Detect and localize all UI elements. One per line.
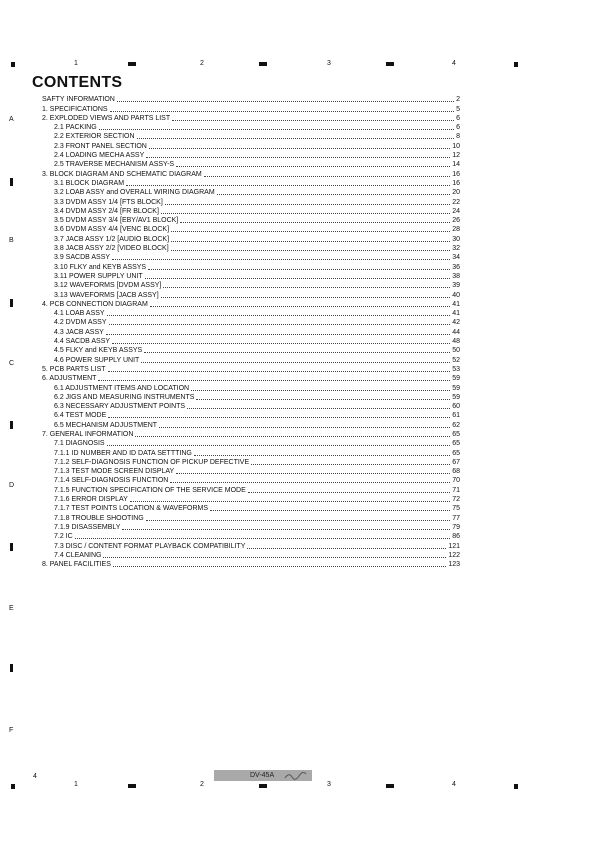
toc-entry <box>42 532 460 541</box>
toc-entry <box>42 309 460 318</box>
toc-entry-label: 7.1.8 TROUBLE SHOOTING <box>54 514 144 522</box>
toc-entry-page: 65 <box>452 430 460 438</box>
toc-entry-label: 4.3 JACB ASSY <box>54 328 104 336</box>
toc-entry-page: 62 <box>452 421 460 429</box>
dot-leader <box>194 455 450 456</box>
model-label <box>214 770 312 781</box>
toc-entry-label: 2.1 PACKING <box>54 124 97 132</box>
toc-entry-label: 3.4 DVDM ASSY 2/4 [FR BLOCK] <box>54 207 159 215</box>
dot-leader <box>108 371 451 372</box>
dot-leader <box>117 101 454 102</box>
toc-entry-label: 8. PANEL FACILITIES <box>42 561 111 569</box>
toc-entry-page: 16 <box>452 179 460 187</box>
dot-leader <box>145 278 451 279</box>
toc-entry-label: 2.5 TRAVERSE MECHANISM ASSY-S <box>54 161 175 169</box>
toc-entry-page: 59 <box>452 384 460 392</box>
column-number: 2 <box>200 781 204 788</box>
dot-leader <box>247 548 446 549</box>
dot-leader <box>163 287 450 288</box>
toc-entry <box>42 439 460 448</box>
column-number: 4 <box>452 60 456 67</box>
page-number: 4 <box>33 773 37 780</box>
dot-leader <box>137 138 455 139</box>
toc-entry-label: 7.3 DISC / CONTENT FORMAT PLAYBACK COMPATIBILITY <box>54 542 246 550</box>
dot-leader <box>165 204 450 205</box>
toc-entry <box>42 244 460 253</box>
dot-leader <box>109 324 451 325</box>
toc-entry <box>42 141 460 150</box>
dot-leader <box>210 510 450 511</box>
toc-entry <box>42 160 460 169</box>
toc-entry <box>42 485 460 494</box>
toc-entry-label: 3.13 WAVEFORMS [JACB ASSY] <box>54 291 159 299</box>
toc-entry-label: 4. PCB CONNECTION DIAGRAM <box>42 300 148 308</box>
dot-leader <box>248 492 450 493</box>
toc-entry <box>42 551 460 560</box>
toc-entry <box>42 281 460 290</box>
toc-entry-label: 7.1.3 TEST MODE SCREEN DISPLAY <box>54 468 175 476</box>
toc-entry-label: 7.1 DIAGNOSIS <box>54 440 105 448</box>
toc-entry-label: 4.4 SACDB ASSY <box>54 338 111 346</box>
toc-entry-page: 10 <box>452 142 460 150</box>
toc-entry-label: 4.2 DVDM ASSY <box>54 319 107 327</box>
toc-entry-label: 3.7 JACB ASSY 1/2 [AUDIO BLOCK] <box>54 235 170 243</box>
table-of-contents <box>42 95 460 569</box>
toc-entry-page: 59 <box>452 393 460 401</box>
toc-entry-page: 12 <box>452 152 460 160</box>
toc-entry <box>42 430 460 439</box>
dot-leader <box>144 352 450 353</box>
row-letter: D <box>9 482 15 489</box>
model-name: DV-45A <box>250 772 275 779</box>
toc-entry-page: 20 <box>452 189 460 197</box>
toc-entry <box>42 262 460 271</box>
toc-entry-page: 59 <box>452 375 460 383</box>
toc-entry-label: 7.1.4 SELF-DIAGNOSIS FUNCTION <box>54 477 169 485</box>
dot-leader <box>171 250 451 251</box>
dot-leader <box>180 222 450 223</box>
toc-entry <box>42 114 460 123</box>
toc-entry-page: 2 <box>456 96 460 104</box>
toc-entry-page: 72 <box>452 496 460 504</box>
toc-entry-label: 6.2 JIGS AND MEASURING INSTRUMENTS <box>54 393 195 401</box>
page-title: CONTENTS <box>32 74 123 91</box>
toc-entry-page: 50 <box>452 347 460 355</box>
toc-entry-label: 5. PCB PARTS LIST <box>42 365 106 373</box>
dot-leader <box>187 408 450 409</box>
toc-entry <box>42 337 460 346</box>
registration-mark <box>386 784 394 788</box>
toc-entry <box>42 225 460 234</box>
toc-entry-label: 3.12 WAVEFORMS [DVDM ASSY] <box>54 282 162 290</box>
toc-entry <box>42 383 460 392</box>
logo-scribble-icon <box>284 772 308 780</box>
toc-entry <box>42 300 460 309</box>
toc-entry-page: 44 <box>452 328 460 336</box>
toc-entry <box>42 476 460 485</box>
dot-leader <box>146 520 450 521</box>
toc-entry <box>42 541 460 550</box>
toc-entry-label: 7.1.6 ERROR DISPLAY <box>54 496 128 504</box>
toc-entry-page: 48 <box>452 338 460 346</box>
toc-entry-page: 34 <box>452 254 460 262</box>
row-letter: B <box>9 237 14 244</box>
registration-mark <box>10 421 13 429</box>
dot-leader <box>75 538 451 539</box>
dot-leader <box>172 120 454 121</box>
column-number: 1 <box>74 781 78 788</box>
dot-leader <box>122 529 450 530</box>
registration-mark <box>128 62 136 66</box>
toc-entry-page: 8 <box>456 133 460 141</box>
dot-leader <box>217 194 451 195</box>
registration-mark <box>514 784 518 789</box>
dot-leader <box>150 306 450 307</box>
toc-entry-label: 3.9 SACDB ASSY <box>54 254 111 262</box>
column-number: 1 <box>74 60 78 67</box>
dot-leader <box>159 427 450 428</box>
toc-entry <box>42 365 460 374</box>
toc-entry-label: 3.5 DVDM ASSY 3/4 [EBY/AV1 BLOCK] <box>54 217 179 225</box>
toc-entry <box>42 169 460 178</box>
toc-entry-page: 41 <box>452 300 460 308</box>
toc-entry <box>42 290 460 299</box>
toc-entry <box>42 355 460 364</box>
toc-entry-page: 53 <box>452 365 460 373</box>
dot-leader <box>148 269 450 270</box>
toc-entry-label: 3.1 BLOCK DIAGRAM <box>54 179 125 187</box>
toc-entry <box>42 411 460 420</box>
toc-entry <box>42 151 460 160</box>
dot-leader <box>146 157 450 158</box>
toc-entry <box>42 272 460 281</box>
toc-entry-label: 7.2 IC <box>54 533 73 541</box>
dot-leader <box>196 399 450 400</box>
dot-leader <box>135 436 450 437</box>
dot-leader <box>176 473 450 474</box>
toc-entry-page: 6 <box>456 124 460 132</box>
registration-mark <box>514 62 518 67</box>
toc-entry <box>42 216 460 225</box>
toc-entry-page: 68 <box>452 468 460 476</box>
toc-entry-label: 4.1 LOAB ASSY <box>54 310 105 318</box>
dot-leader <box>107 445 451 446</box>
registration-mark <box>10 299 13 307</box>
registration-mark <box>386 62 394 66</box>
toc-entry-page: 77 <box>452 514 460 522</box>
dot-leader <box>113 566 446 567</box>
toc-entry <box>42 327 460 336</box>
toc-entry-label: 2.3 FRONT PANEL SECTION <box>54 142 147 150</box>
dot-leader <box>251 464 450 465</box>
toc-entry-page: 52 <box>452 356 460 364</box>
toc-entry-label: 6.4 TEST MODE <box>54 412 107 420</box>
toc-entry-page: 60 <box>452 403 460 411</box>
toc-entry-page: 67 <box>452 458 460 466</box>
dot-leader <box>176 166 450 167</box>
toc-entry-page: 71 <box>452 486 460 494</box>
toc-entry-page: 122 <box>448 551 460 559</box>
toc-entry <box>42 402 460 411</box>
dot-leader <box>141 362 450 363</box>
dot-leader <box>161 297 451 298</box>
toc-entry-label: 2.2 EXTERIOR SECTION <box>54 133 135 141</box>
toc-entry-page: 36 <box>452 263 460 271</box>
toc-entry-page: 121 <box>448 542 460 550</box>
registration-mark <box>259 62 267 66</box>
toc-entry <box>42 104 460 113</box>
toc-entry-page: 42 <box>452 319 460 327</box>
toc-entry <box>42 234 460 243</box>
toc-entry <box>42 504 460 513</box>
toc-entry-page: 28 <box>452 226 460 234</box>
registration-mark <box>10 664 13 672</box>
toc-entry <box>42 458 460 467</box>
toc-entry-page: 79 <box>452 523 460 531</box>
toc-entry-label: 3.11 POWER SUPPLY UNIT <box>54 272 143 280</box>
toc-entry-label: 3.10 FLKY and KEYB ASSYS <box>54 263 147 271</box>
dot-leader <box>161 213 450 214</box>
toc-entry-page: 6 <box>456 114 460 122</box>
toc-entry <box>42 560 460 569</box>
column-number: 3 <box>327 781 331 788</box>
dot-leader <box>106 334 450 335</box>
row-letter: F <box>9 727 14 734</box>
toc-entry-label: 3.2 LOAB ASSY and OVERALL WIRING DIAGRAM <box>54 189 215 197</box>
toc-entry-page: 14 <box>452 161 460 169</box>
registration-mark <box>11 784 15 789</box>
toc-entry <box>42 513 460 522</box>
toc-entry-page: 86 <box>452 533 460 541</box>
toc-entry <box>42 448 460 457</box>
toc-entry-page: 65 <box>452 449 460 457</box>
toc-entry <box>42 132 460 141</box>
dot-leader <box>191 390 450 391</box>
toc-entry-label: 7. GENERAL INFORMATION <box>42 430 134 438</box>
dot-leader <box>112 259 450 260</box>
toc-entry-label: 4.5 FLKY and KEYB ASSYS <box>54 347 143 355</box>
toc-entry-label: 1. SPECIFICATIONS <box>42 105 108 113</box>
toc-entry-page: 38 <box>452 272 460 280</box>
toc-entry-label: 3.3 DVDM ASSY 1/4 [FTS BLOCK] <box>54 198 163 206</box>
dot-leader <box>126 185 450 186</box>
registration-mark <box>11 62 15 67</box>
toc-entry <box>42 346 460 355</box>
toc-entry-page: 39 <box>452 282 460 290</box>
dot-leader <box>103 557 446 558</box>
toc-entry-page: 5 <box>456 105 460 113</box>
toc-entry-label: 7.1.1 ID NUMBER AND ID DATA SETTTING <box>54 449 192 457</box>
registration-mark <box>10 543 13 551</box>
toc-entry <box>42 523 460 532</box>
toc-entry-label: 2. EXPLODED VIEWS AND PARTS LIST <box>42 114 171 122</box>
toc-entry <box>42 495 460 504</box>
toc-entry <box>42 123 460 132</box>
toc-entry-page: 16 <box>452 170 460 178</box>
column-number: 4 <box>452 781 456 788</box>
dot-leader <box>149 148 450 149</box>
dot-leader <box>171 241 450 242</box>
dot-leader <box>171 231 450 232</box>
toc-entry-page: 123 <box>448 561 460 569</box>
toc-entry <box>42 318 460 327</box>
toc-entry-label: 6. ADJUSTMENT <box>42 375 97 383</box>
toc-entry-page: 32 <box>452 245 460 253</box>
toc-entry <box>42 374 460 383</box>
toc-entry-label: 7.1.2 SELF-DIAGNOSIS FUNCTION OF PICKUP DEFECTIVE <box>54 458 250 466</box>
toc-entry <box>42 197 460 206</box>
row-letter: A <box>9 116 14 123</box>
toc-entry <box>42 467 460 476</box>
dot-leader <box>110 111 454 112</box>
toc-entry-page: 26 <box>452 217 460 225</box>
toc-entry <box>42 95 460 104</box>
row-letter: E <box>9 605 14 612</box>
dot-leader <box>170 482 450 483</box>
toc-entry-page: 30 <box>452 235 460 243</box>
toc-entry <box>42 393 460 402</box>
column-number: 2 <box>200 60 204 67</box>
toc-entry-label: 6.5 MECHANISM ADJUSTMENT <box>54 421 158 429</box>
toc-entry-label: 7.4 CLEANING <box>54 551 102 559</box>
dot-leader <box>108 417 450 418</box>
toc-entry-page: 40 <box>452 291 460 299</box>
dot-leader <box>112 343 450 344</box>
registration-mark <box>10 178 13 186</box>
toc-entry-label: 3.6 DVDM ASSY 4/4 [VENC BLOCK] <box>54 226 170 234</box>
toc-entry-label: SAFTY INFORMATION <box>42 96 115 104</box>
dot-leader <box>130 501 450 502</box>
toc-entry <box>42 179 460 188</box>
toc-entry-label: 7.1.5 FUNCTION SPECIFICATION OF THE SERVICE MODE <box>54 486 246 494</box>
toc-entry-label: 3. BLOCK DIAGRAM AND SCHEMATIC DIAGRAM <box>42 170 202 178</box>
column-number: 3 <box>327 60 331 67</box>
dot-leader <box>98 380 450 381</box>
toc-entry-page: 70 <box>452 477 460 485</box>
toc-entry-label: 4.6 POWER SUPPLY UNIT <box>54 356 140 364</box>
toc-entry-page: 41 <box>452 310 460 318</box>
toc-entry-page: 61 <box>452 412 460 420</box>
toc-entry-label: 2.4 LOADING MECHA ASSY <box>54 152 145 160</box>
toc-entry-label: 6.3 NECESSARY ADJUSTMENT POINTS <box>54 403 186 411</box>
toc-entry <box>42 188 460 197</box>
toc-entry-label: 7.1.7 TEST POINTS LOCATION & WAVEFORMS <box>54 505 209 513</box>
toc-entry <box>42 420 460 429</box>
toc-entry-page: 65 <box>452 440 460 448</box>
dot-leader <box>107 315 451 316</box>
toc-entry <box>42 253 460 262</box>
toc-entry-page: 24 <box>452 207 460 215</box>
toc-entry-label: 6.1 ADJUSTMENT ITEMS AND LOCATION <box>54 384 190 392</box>
dot-leader <box>99 129 454 130</box>
toc-entry-label: 7.1.9 DISASSEMBLY <box>54 523 121 531</box>
registration-mark <box>259 784 267 788</box>
registration-mark <box>128 784 136 788</box>
dot-leader <box>204 176 450 177</box>
toc-entry-page: 22 <box>452 198 460 206</box>
row-letter: C <box>9 360 15 367</box>
toc-entry <box>42 207 460 216</box>
toc-entry-page: 75 <box>452 505 460 513</box>
toc-entry-label: 3.8 JACB ASSY 2/2 [VIDEO BLOCK] <box>54 245 169 253</box>
